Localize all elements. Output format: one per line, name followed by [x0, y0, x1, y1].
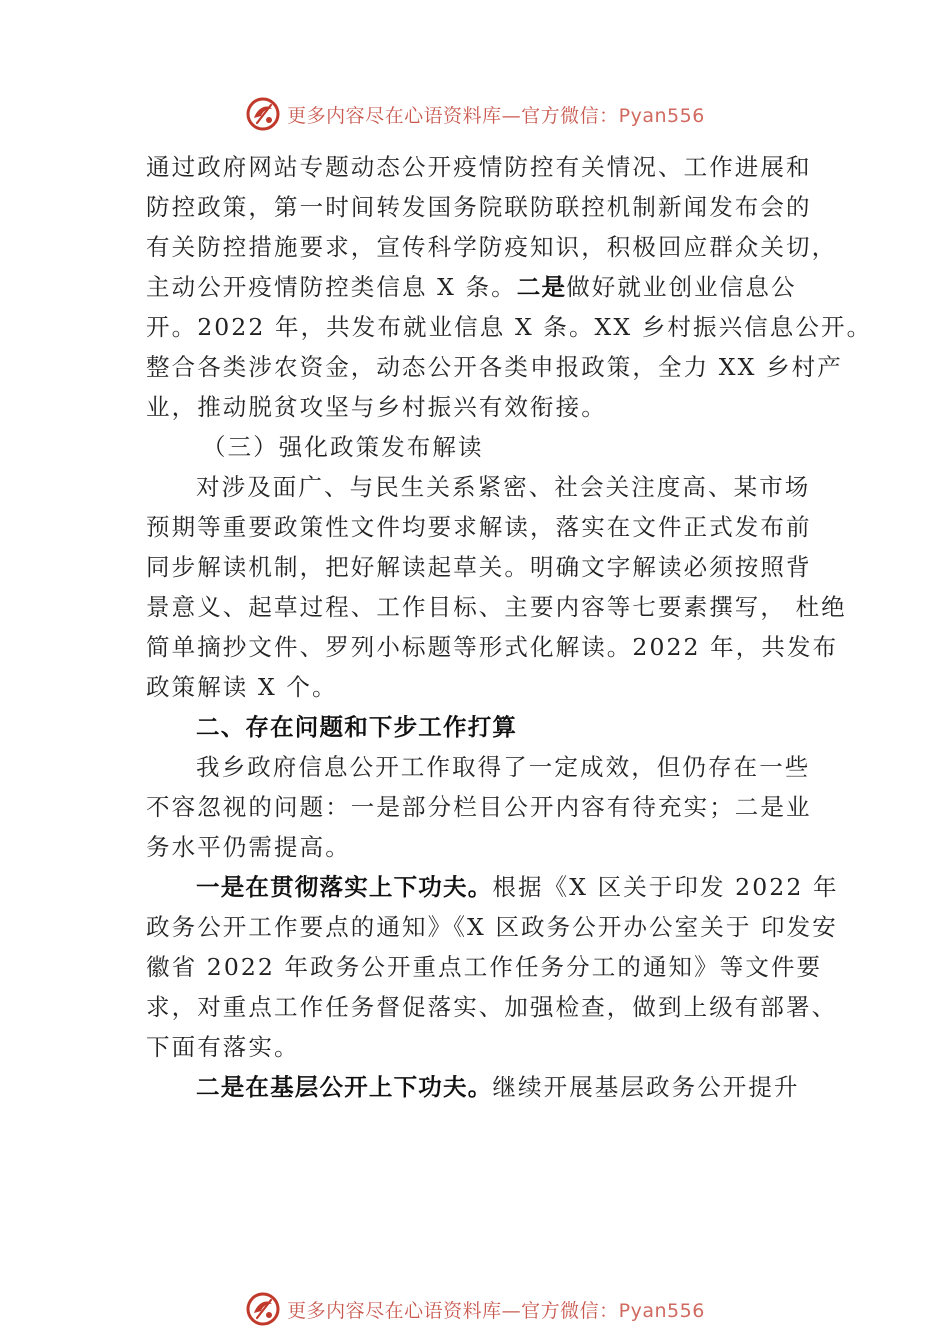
- text-line: [146, 427, 810, 467]
- red-seal-logo-icon: [245, 1291, 281, 1327]
- text-run: 有关防控措施要求，宣传科学防疫知识，积极回应群众关切，: [146, 233, 838, 261]
- watermark-text: [287, 1296, 705, 1323]
- section-heading: [146, 707, 810, 747]
- text-run: 主动公开疫情防控类信息 X 条。: [146, 273, 517, 301]
- text-run: 我乡政府信息公开工作取得了一定成效，但仍存在一些: [196, 753, 811, 781]
- bold-text-run: 二是: [516, 273, 567, 301]
- text-line: [146, 947, 823, 987]
- text-run: 徽省 2022 年政务公开重点工作任务分工的通知》等文件要: [146, 953, 823, 981]
- text-line: [146, 1067, 810, 1107]
- text-line: [146, 467, 810, 507]
- text-line: [146, 907, 838, 947]
- watermark-wechat-id: Pyan556: [618, 104, 705, 127]
- watermark-wechat-id: Pyan556: [618, 1299, 705, 1322]
- text-line: [146, 307, 873, 347]
- document-body: [146, 147, 873, 1107]
- text-line: [146, 187, 810, 227]
- text-run: 二、存在问题和下步工作打算: [196, 713, 518, 741]
- red-seal-logo-icon: [245, 96, 281, 132]
- text-run: 开。2022 年，共发布就业信息 X 条。XX 乡村振兴信息公开。: [146, 313, 873, 341]
- text-run: 同步解读机制，把好解读起草关。明确文字解读必须按照背: [146, 553, 812, 581]
- bold-text-run: 一是在贯彻落实上下功夫。: [196, 873, 493, 901]
- text-line: [146, 627, 839, 667]
- text-line: [146, 387, 810, 427]
- text-run: 根据《X 区关于印发 2022 年: [492, 873, 839, 901]
- watermark-footer: [0, 1289, 950, 1329]
- text-line: [146, 227, 838, 267]
- text-run: 政策解读 X 个。: [146, 673, 338, 701]
- watermark-text: [287, 101, 705, 128]
- bold-text-run: 二是在基层公开上下功夫。: [196, 1073, 493, 1101]
- text-run: 求，对重点工作任务督促落实、加强检查，做到上级有部署、: [146, 993, 838, 1021]
- text-line: [146, 347, 843, 387]
- text-line: [146, 867, 839, 907]
- text-run: 不容忽视的问题：一是部分栏目公开内容有待充实；二是业: [146, 793, 812, 821]
- text-run: 继续开展基层政务公开提升: [492, 1073, 800, 1101]
- text-line: [146, 987, 838, 1027]
- text-run: 做好就业创业信息公: [566, 273, 797, 301]
- text-run: 下面有落实。: [146, 1033, 300, 1061]
- text-run: 防控政策，第一时间转发国务院联防联控机制新闻发布会的: [146, 193, 812, 221]
- text-line: [146, 587, 847, 627]
- text-line: [146, 507, 810, 547]
- text-run: 政务公开工作要点的通知》《X 区政务公开办公室关于 印发安: [146, 913, 838, 941]
- text-line: [146, 747, 810, 787]
- text-run: 业，推动脱贫攻坚与乡村振兴有效衔接。: [146, 393, 607, 421]
- text-line: [146, 827, 810, 867]
- text-line: [146, 547, 810, 587]
- text-run: 预期等重要政策性文件均要求解读，落实在文件正式发布前: [146, 513, 812, 541]
- text-line: [146, 1027, 810, 1067]
- text-run: 对涉及面广、与民生关系紧密、社会关注度高、某市场: [196, 473, 811, 501]
- text-run: 通过政府网站专题动态公开疫情防控有关情况、工作进展和: [146, 153, 812, 181]
- text-run: 整合各类涉农资金，动态公开各类申报政策，全力 XX 乡村产: [146, 353, 843, 381]
- text-line: [146, 667, 810, 707]
- text-run: 景意义、起草过程、工作目标、主要内容等七要素撰写， 杜绝: [146, 593, 847, 621]
- text-line: [146, 267, 810, 307]
- text-line: [146, 787, 810, 827]
- watermark-label: 更多内容尽在心语资料库—官方微信：: [287, 104, 619, 127]
- text-run: 简单摘抄文件、罗列小标题等形式化解读。2022 年，共发布: [146, 633, 839, 661]
- text-run: 务水平仍需提高。: [146, 833, 351, 861]
- watermark-header: [0, 94, 950, 134]
- text-line: [146, 147, 810, 187]
- watermark-label: 更多内容尽在心语资料库—官方微信：: [287, 1299, 619, 1322]
- text-run: （三）强化政策发布解读: [202, 433, 484, 461]
